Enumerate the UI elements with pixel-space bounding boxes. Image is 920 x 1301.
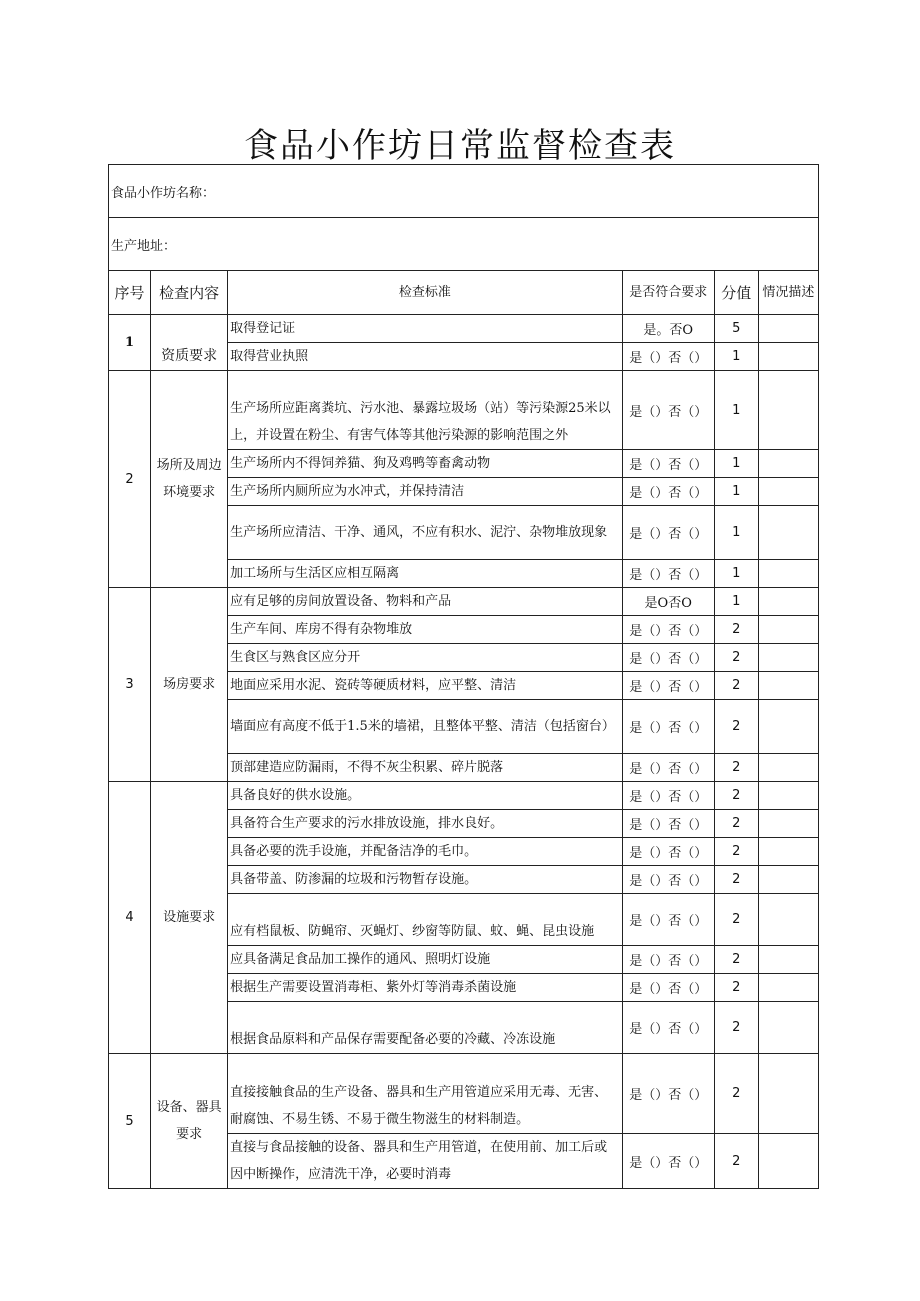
description-cell[interactable] [758,974,818,1002]
standard-cell: 应有足够的房间放置设备、物料和产品 [228,588,623,616]
description-cell[interactable] [758,782,818,810]
description-cell[interactable] [758,866,818,894]
compliance-choice[interactable]: 是（）否（） [622,894,714,946]
standard-cell: 生产场所内不得饲养猫、狗及鸡鸭等畜禽动物 [228,450,623,478]
standard-cell: 取得登记证 [228,315,623,343]
standard-cell: 具备良好的供水设施。 [228,782,623,810]
compliance-choice[interactable]: 是（）否（） [622,946,714,974]
header-score: 分值 [714,271,758,315]
description-cell[interactable] [758,838,818,866]
score-cell: 2 [714,672,758,700]
score-cell: 1 [714,450,758,478]
section-index: 4 [109,782,151,1054]
standard-cell: 根据食品原料和产品保存需要配备必要的冷藏、冷冻设施 [228,1002,623,1054]
section-category: 场所及周边环境要求 [151,371,228,588]
section-index: 3 [109,588,151,782]
description-cell[interactable] [758,1002,818,1054]
score-cell: 1 [714,506,758,560]
description-cell[interactable] [758,560,818,588]
standard-cell: 生产车间、库房不得有杂物堆放 [228,616,623,644]
standard-cell: 根据生产需要设置消毒柜、紫外灯等消毒杀菌设施 [228,974,623,1002]
standard-cell: 具备必要的洗手设施，并配备洁净的毛巾。 [228,838,623,866]
compliance-choice[interactable]: 是O否O [622,588,714,616]
standard-cell: 生产场所应清洁、干净、通风，不应有积水、泥泞、杂物堆放现象 [228,506,623,560]
header-idx: 序号 [109,271,151,315]
score-cell: 2 [714,810,758,838]
header-desc: 情况描述 [758,271,818,315]
score-cell: 1 [714,343,758,371]
section-category: 设施要求 [151,782,228,1054]
compliance-choice[interactable]: 是（）否（） [622,560,714,588]
standard-cell: 应具备满足食品加工操作的通风、照明灯设施 [228,946,623,974]
compliance-choice[interactable]: 是（）否（） [622,616,714,644]
workshop-name-field[interactable]: 食品小作坊名称： [109,165,819,218]
description-cell[interactable] [758,1054,818,1134]
standard-cell: 生食区与熟食区应分开 [228,644,623,672]
standard-cell: 直接接触食品的生产设备、器具和生产用管道应采用无毒、无害、耐腐蚀、不易生锈、不易于微生物滋生的材料制造。 [228,1054,623,1134]
compliance-choice[interactable]: 是（）否（） [622,974,714,1002]
compliance-choice[interactable]: 是（）否（） [622,343,714,371]
standard-cell: 生产场所应距离粪坑、污水池、暴露垃圾场（站）等污染源25米以上，并设置在粉尘、有害气体等其他污染源的影响范围之外 [228,371,623,450]
section-category: 设备、器具要求 [151,1054,228,1189]
score-cell: 2 [714,782,758,810]
score-cell: 2 [714,838,758,866]
section-index: 2 [109,371,151,588]
score-cell: 2 [714,866,758,894]
compliance-choice[interactable]: 是（）否（） [622,450,714,478]
score-cell: 2 [714,894,758,946]
compliance-choice[interactable]: 是（）否（） [622,371,714,450]
score-cell: 2 [714,616,758,644]
compliance-choice[interactable]: 是（）否（） [622,506,714,560]
compliance-choice[interactable]: 是（）否（） [622,782,714,810]
score-cell: 1 [714,478,758,506]
score-cell: 2 [714,700,758,754]
section-category: 场房要求 [151,588,228,782]
description-cell[interactable] [758,700,818,754]
description-cell[interactable] [758,343,818,371]
description-cell[interactable] [758,478,818,506]
score-cell: 2 [714,946,758,974]
description-cell[interactable] [758,616,818,644]
header-content: 检查内容 [151,271,228,315]
score-cell: 1 [714,588,758,616]
compliance-choice[interactable]: 是（）否（） [622,1054,714,1134]
standard-cell: 取得营业执照 [228,343,623,371]
compliance-choice[interactable]: 是（）否（） [622,838,714,866]
description-cell[interactable] [758,644,818,672]
header-standard: 检查标准 [228,271,623,315]
standard-cell: 应有档鼠板、防蝇帘、灭蝇灯、纱窗等防鼠、蚊、蝇、昆虫设施 [228,894,623,946]
standard-cell: 墙面应有高度不低于1.5米的墙裙，且整体平整、清洁（包括窗台） [228,700,623,754]
description-cell[interactable] [758,754,818,782]
address-field[interactable]: 生产地址： [109,218,819,271]
compliance-choice[interactable]: 是（）否（） [622,478,714,506]
score-cell: 1 [714,371,758,450]
score-cell: 2 [714,1134,758,1189]
compliance-choice[interactable]: 是（）否（） [622,1134,714,1189]
description-cell[interactable] [758,506,818,560]
compliance-choice[interactable]: 是（）否（） [622,754,714,782]
compliance-choice[interactable]: 是（）否（） [622,866,714,894]
standard-cell: 具备带盖、防渗漏的垃圾和污物暂存设施。 [228,866,623,894]
compliance-choice[interactable]: 是（）否（） [622,644,714,672]
compliance-choice[interactable]: 是（）否（） [622,1002,714,1054]
table-row [109,1054,819,1134]
score-cell: 2 [714,754,758,782]
standard-cell: 顶部建造应防漏雨，不得不灰尘积累、碎片脱落 [228,754,623,782]
standard-cell: 生产场所内厕所应为水冲式，并保持清洁 [228,478,623,506]
description-cell[interactable] [758,588,818,616]
compliance-choice[interactable]: 是（）否（） [622,672,714,700]
score-cell: 5 [714,315,758,343]
description-cell[interactable] [758,810,818,838]
table-row [109,588,819,616]
table-row [109,315,819,343]
description-cell[interactable] [758,894,818,946]
description-cell[interactable] [758,315,818,343]
description-cell[interactable] [758,450,818,478]
section-index: 5 [109,1054,151,1189]
table-row [109,782,819,810]
compliance-choice[interactable]: 是。否O [622,315,714,343]
section-index: 1 [109,315,151,371]
score-cell: 2 [714,974,758,1002]
score-cell: 2 [714,1054,758,1134]
score-cell: 2 [714,1002,758,1054]
page-title: 食品小作坊日常监督检查表 [244,126,676,166]
description-cell[interactable] [758,672,818,700]
inspection-table [108,164,819,1189]
description-cell[interactable] [758,1134,818,1189]
standard-cell: 直接与食品接触的设备、器具和生产用管道，在使用前、加工后或因中断操作，应清洗干净，必要时消毒 [228,1134,623,1189]
standard-cell: 具备符合生产要求的污水排放设施，排水良好。 [228,810,623,838]
description-cell[interactable] [758,946,818,974]
standard-cell: 地面应采用水泥、瓷砖等硬质材料，应平整、清洁 [228,672,623,700]
compliance-choice[interactable]: 是（）否（） [622,810,714,838]
section-category: 资质要求 [151,315,228,371]
compliance-choice[interactable]: 是（）否（） [622,700,714,754]
standard-cell: 加工场所与生活区应相互隔离 [228,560,623,588]
description-cell[interactable] [758,371,818,450]
score-cell: 1 [714,560,758,588]
score-cell: 2 [714,644,758,672]
header-compliance: 是否符合要求 [622,271,714,315]
table-row [109,371,819,450]
